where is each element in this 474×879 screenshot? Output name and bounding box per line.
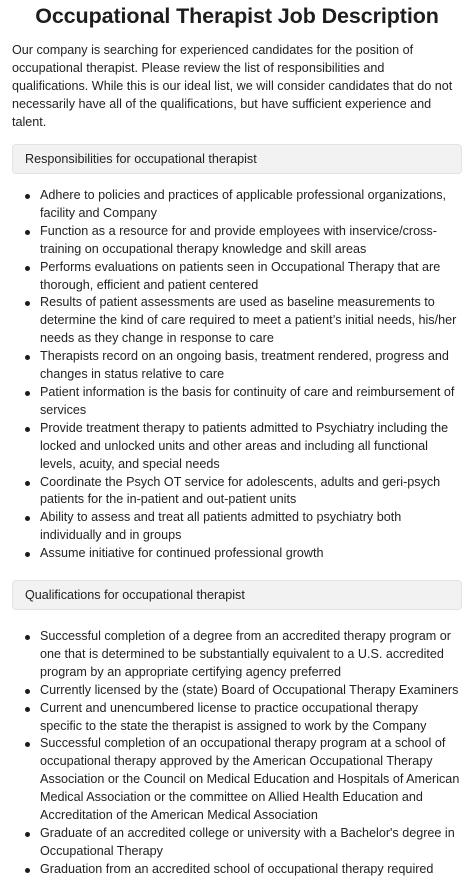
list-item-text: Graduation from an accredited school of occupational therapy required xyxy=(40,861,434,876)
list-item xyxy=(12,420,462,474)
list-item xyxy=(12,348,462,384)
list-item xyxy=(12,861,462,879)
bullet-icon xyxy=(25,301,30,306)
responsibilities-header xyxy=(12,144,462,174)
list-item-text: Results of patient assessments are used as baseline measurements to determine the kind of care required to meet a patient’s initial needs, his/her needs as they change in response to care xyxy=(40,295,457,346)
list-item xyxy=(12,187,462,223)
bullet-icon xyxy=(25,481,30,486)
list-item-text: Ability to assess and treat all patients admitted to psychiatry both individually and in groups xyxy=(40,510,402,543)
intro-paragraph: Our company is searching for experienced candidates for the position of occupational therapist. Please review the list of responsibilities and qualifications. While this is our ideal list, we will consider candidates that do not necessarily have all of the qualifications, but have sufficient experience and talent. xyxy=(12,43,453,129)
qualifications-header xyxy=(12,580,462,610)
page-title: Occupational Therapist Job Description xyxy=(35,4,439,28)
list-item xyxy=(12,259,462,295)
list-item-text: Graduate of an accredited college or university with a Bachelor's degree in Occupational Therapy xyxy=(40,826,455,858)
list-item-text: Successful completion of an occupational therapy program at a school of occupational therapy approved by the American Occupational Therapy Association or the Council on Medical Education and Hospitals of American Medical Association or the committee on Allied Health Education and Accreditation of the American Medical Association xyxy=(40,736,460,823)
list-item xyxy=(12,700,462,736)
bullet-icon xyxy=(25,552,30,557)
list-item xyxy=(12,735,462,825)
bullet-icon xyxy=(25,427,30,432)
bullet-icon xyxy=(25,689,30,694)
list-item xyxy=(12,509,462,545)
list-item-text: Performs evaluations on patients seen in Occupational Therapy that are thorough, efficient and patient centered xyxy=(40,259,441,292)
bullet-icon xyxy=(25,868,30,873)
list-item xyxy=(12,545,462,563)
bullet-icon xyxy=(25,707,30,712)
list-item-text: Adhere to policies and practices of applicable professional organizations, facility and Company xyxy=(40,188,447,220)
list-item-text: Successful completion of a degree from an accredited therapy program or one that is determined to be substantially equivalent to a U.S. accredited program by an appropriate certifying agency preferred xyxy=(40,629,451,679)
list-item-text: Function as a resource for and provide employees with inservice/cross-training on occupational therapy knowledge and skill areas xyxy=(40,223,437,256)
bullet-icon xyxy=(25,516,30,521)
list-item-text: Coordinate the Psych OT service for adolescents, adults and geri-psych patients for the in-patient and out-patient units xyxy=(40,474,441,507)
list-item-text: Therapists record on an ongoing basis, treatment rendered, progress and changes in status relative to care xyxy=(40,349,449,382)
list-item xyxy=(12,474,462,510)
list-item-text: Current and unencumbered license to practice occupational therapy specific to the state the therapist is assigned to work by the Company xyxy=(40,700,427,733)
list-item xyxy=(12,294,462,348)
bullet-icon xyxy=(25,194,30,199)
bullet-icon xyxy=(25,635,30,640)
list-item xyxy=(12,682,462,700)
bullet-icon xyxy=(25,832,30,837)
list-item-text: Provide treatment therapy to patients admitted to Psychiatry including the locked and unlocked units and other areas and including all functional levels, acuity, and special needs xyxy=(40,420,449,471)
list-item-text: Assume initiative for continued professional growth xyxy=(40,546,324,561)
qualifications-list xyxy=(12,628,462,879)
bullet-icon xyxy=(25,266,30,271)
list-item-text: Currently licensed by the (state) Board of Occupational Therapy Examiners xyxy=(40,682,459,697)
list-item-text: Patient information is the basis for continuity of care and reimbursement of services xyxy=(40,384,455,417)
bullet-icon xyxy=(25,355,30,360)
list-item xyxy=(12,384,462,420)
bullet-icon xyxy=(25,742,30,747)
responsibilities-heading: Responsibilities for occupational therapist xyxy=(25,152,257,166)
list-item xyxy=(12,825,462,861)
bullet-icon xyxy=(25,230,30,235)
list-item xyxy=(12,223,462,259)
qualifications-heading: Qualifications for occupational therapist xyxy=(25,588,245,603)
responsibilities-list xyxy=(12,187,462,563)
bullet-icon xyxy=(25,391,30,396)
list-item xyxy=(12,628,462,682)
